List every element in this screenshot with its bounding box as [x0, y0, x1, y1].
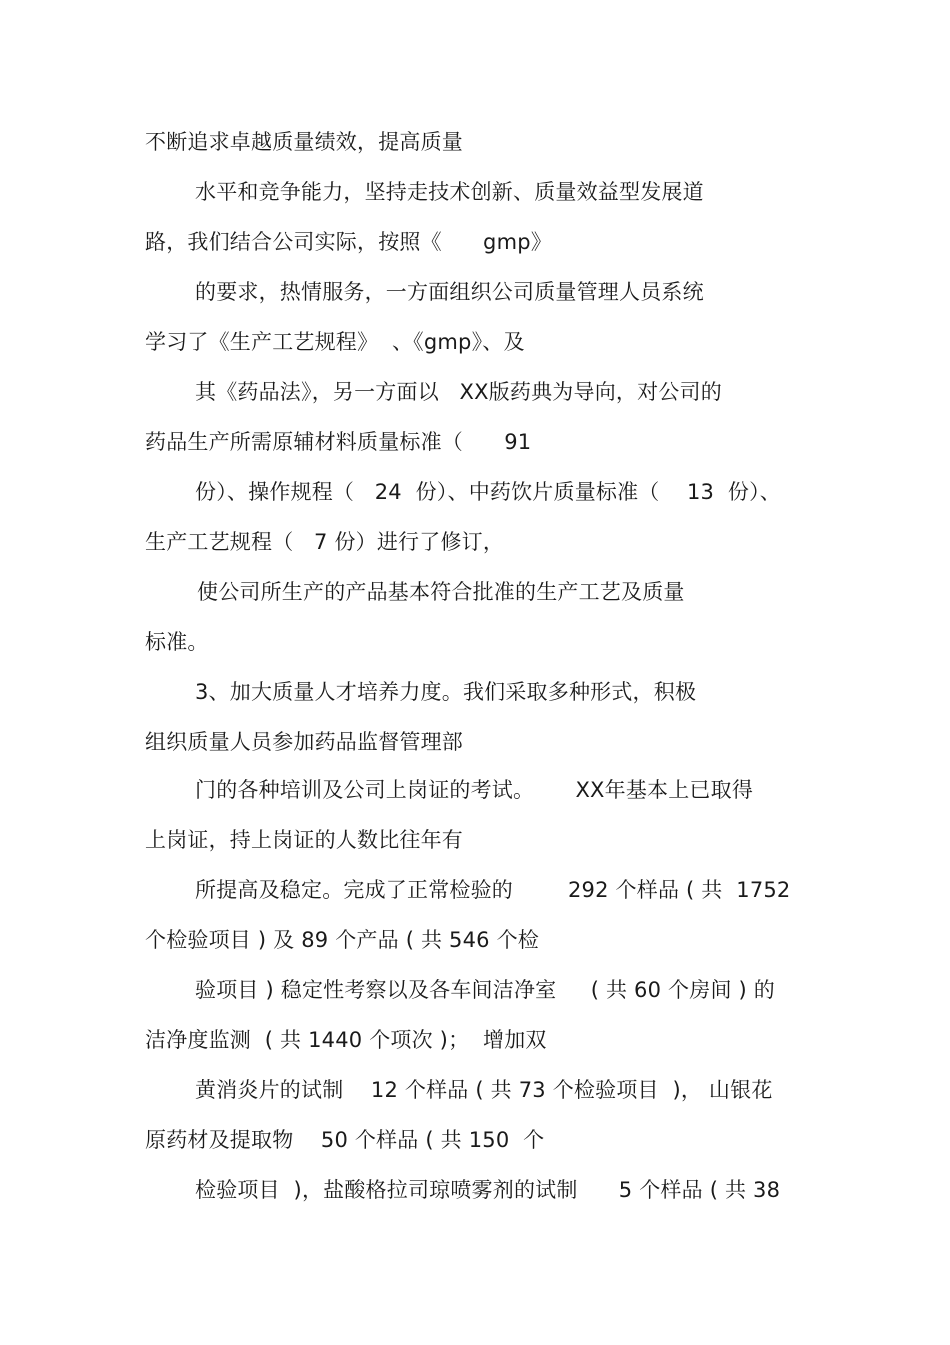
- text-line: 组织质量人员参加药品监督管理部: [145, 730, 463, 754]
- text-line: 所提高及稳定。完成了正常检验的 292 个样品 ( 共 1752: [195, 878, 791, 902]
- text-line: 水平和竞争能力，坚持走技术创新、质量效益型发展道: [195, 180, 704, 204]
- text-line: 门的各种培训及公司上岗证的考试。 XX年基本上已取得: [195, 778, 754, 802]
- text-line: 份）、操作规程（ 24 份）、中药饮片质量标准（ 13 份）、: [195, 480, 781, 504]
- text-line: 个检验项目 ) 及 89 个产品 ( 共 546 个检: [145, 928, 539, 952]
- text-line: 标准。: [145, 630, 209, 654]
- text-line: 上岗证，持上岗证的人数比往年有: [145, 828, 463, 852]
- text-line: 原药材及提取物 50 个样品 ( 共 150 个: [145, 1128, 545, 1152]
- text-line: 3、加大质量人才培养力度。我们采取多种形式，积极: [195, 680, 697, 704]
- text-line: 的要求，热情服务，一方面组织公司质量管理人员系统: [195, 280, 704, 304]
- text-line: 其《药品法》，另一方面以 XX版药典为导向，对公司的: [195, 380, 722, 404]
- text-line: 药品生产所需原辅材料质量标准（ 91: [145, 430, 532, 454]
- text-line: 学习了《生产工艺规程》 、《gmp》、及: [145, 330, 525, 354]
- text-line: 验项目 ) 稳定性考察以及各车间洁净室 ( 共 60 个房间 ) 的: [195, 978, 776, 1002]
- text-line: 洁净度监测 ( 共 1440 个项次 )； 增加双: [145, 1028, 547, 1052]
- text-line: 使公司所生产的产品基本符合批准的生产工艺及质量: [197, 580, 685, 604]
- text-line: 黄消炎片的试制 12 个样品 ( 共 73 个检验项目 )， 山银花: [195, 1078, 773, 1102]
- text-line: 检验项目 )，盐酸格拉司琼喷雾剂的试制 5 个样品 ( 共 38: [195, 1178, 781, 1202]
- text-line: 路，我们结合公司实际，按照《 gmp》: [145, 230, 552, 254]
- text-line: 不断追求卓越质量绩效，提高质量: [145, 130, 463, 154]
- text-line: 生产工艺规程（ 7 份）进行了修订，: [145, 530, 505, 554]
